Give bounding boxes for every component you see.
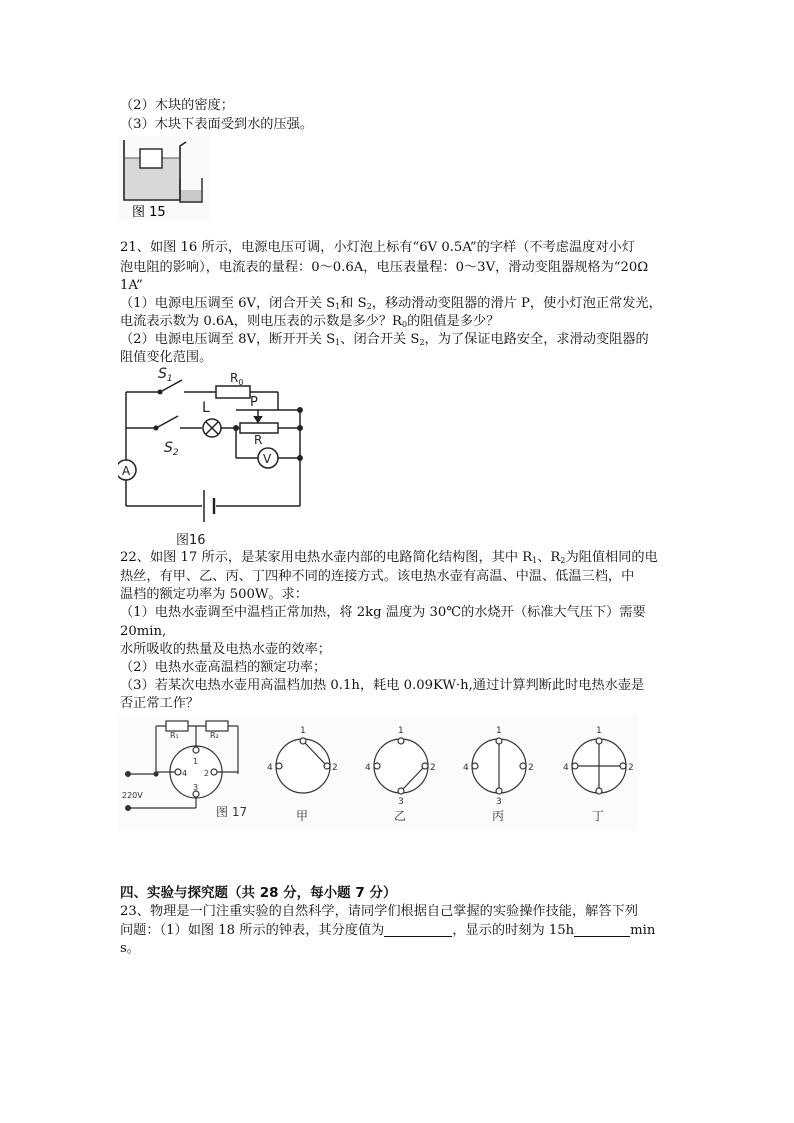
blank-minutes[interactable] (574, 922, 630, 937)
main-node-4: 4 (182, 769, 188, 778)
label-ding: 丁 (592, 809, 605, 823)
label-yi: 乙 (394, 809, 407, 823)
r2-label: R₂ (210, 731, 219, 740)
main-node-2: 2 (204, 769, 210, 778)
r0-label: $R_0$ (230, 371, 244, 387)
q22-line-3: 温档的额定功率为 500W。求： (120, 587, 308, 602)
svg-text:2: 2 (430, 763, 436, 773)
q21-line-4: （1）电源电压调至 6V，闭合开关 $S_1$和 $S_2$，移动滑动变阻器的滑片 P，使小灯泡正常发光， (120, 296, 662, 311)
svg-text:4: 4 (365, 763, 371, 773)
q21-line-5: 电流表示数为 0.6A，则电压表的示数是多少？$R_0$的阻值是多少？ (120, 314, 500, 329)
q22-line-5: 20min, (120, 624, 167, 639)
figure-17 (118, 716, 638, 830)
svg-text:3: 3 (496, 797, 502, 807)
svg-text:1: 1 (496, 726, 502, 736)
main-node-1: 1 (193, 757, 199, 766)
q22-line-6: 水所吸收的热量及电热水壶的效率； (120, 642, 331, 657)
q22-line-1: 22、如图 17 所示，是某家用电热水壶内部的电路简化结构图，其中 $R_1$、$R_2$为阻值相同的电 (120, 550, 658, 565)
ammeter-label: A (122, 464, 131, 478)
voltmeter-label: V (263, 452, 272, 466)
q21-line-1: 21、如图 16 所示，电源电压可调，小灯泡上标有“6V 0.5A”的字样（不考虑温度对小灯 (120, 240, 635, 255)
svg-text:1: 1 (596, 726, 602, 736)
label-bing: 丙 (492, 809, 505, 823)
main-node-3: 3 (193, 783, 199, 792)
q21-line-2: 泡电阻的影响），电流表的量程：0～0.6A，电压表量程：0～3V，滑动变阻器规格为“20Ω (120, 260, 649, 275)
svg-text:2: 2 (628, 763, 634, 773)
q22-line-2: 热丝，有甲、乙、丙、丁四种不同的连接方式。该电热水壶有高温、中温、低温三档，中 (120, 569, 635, 584)
q20-line-3: （3）木块下表面受到水的压强。 (120, 117, 314, 132)
label-jia: 甲 (296, 809, 309, 823)
q22-line-9: 否正常工作？ (120, 696, 200, 711)
svg-text:2: 2 (528, 763, 534, 773)
r1-label: R₁ (170, 731, 179, 740)
s2-label: $S_2$ (164, 440, 179, 458)
svg-text:4: 4 (463, 763, 469, 773)
svg-text:3: 3 (398, 797, 404, 807)
figure-17-label: 图 17 (216, 805, 248, 819)
q23-line-1: 23、物理是一门注重实验的自然科学，请同学们根据自己掌握的实验操作技能，解答下列 (120, 904, 638, 919)
s1-label: $S_1$ (158, 366, 173, 384)
q21-line-7: 阻值变化范围。 (120, 350, 213, 365)
svg-text:2: 2 (332, 763, 338, 773)
rheostat-r-label: R (254, 433, 263, 447)
q20-line-2: （2）木块的密度； (120, 98, 234, 113)
q22-line-7: （2）电热水壶高温档的额定功率； (120, 660, 327, 675)
lamp-l-label: L (202, 400, 210, 416)
figure-15 (118, 136, 210, 220)
q21-line-6: （2）电源电压调至 8V，断开开关 $S_1$、闭合开关 $S_2$，为了保证电路安全，求滑动变阻器的 (120, 332, 649, 347)
figure-15-label: 图 15 (132, 205, 166, 220)
figure-16-label: 图16 (176, 533, 206, 548)
svg-text:1: 1 (300, 726, 306, 736)
q21-line-3: 1A” (120, 278, 143, 293)
slider-p-label: P (250, 395, 258, 410)
q23-line-3: s。 (120, 941, 140, 956)
220v-label: 220V (122, 791, 143, 800)
section-4-title: 四、实验与探究题（共 28 分，每小题 7 分） (120, 885, 397, 901)
q22-line-8: （3）若某次电热水壶用高温档加热 0.1h，耗电 0.09KW·h,通过计算判断此时电热水壶是 (120, 678, 645, 693)
svg-text:4: 4 (563, 763, 569, 773)
q22-line-4: （1）电热水壶调至中温档正常加热，将 2kg 温度为 30℃的水烧开（标准大气压下）需要 (120, 605, 646, 620)
q23-line-2: 问题：（1）如图 18 所示的钟表，其分度值为 ，显示的时刻为 15h min (120, 923, 656, 938)
svg-text:4: 4 (267, 763, 273, 773)
svg-text:1: 1 (398, 726, 404, 736)
figure-16-circuit (118, 364, 318, 548)
blank-division-value[interactable] (384, 922, 452, 937)
